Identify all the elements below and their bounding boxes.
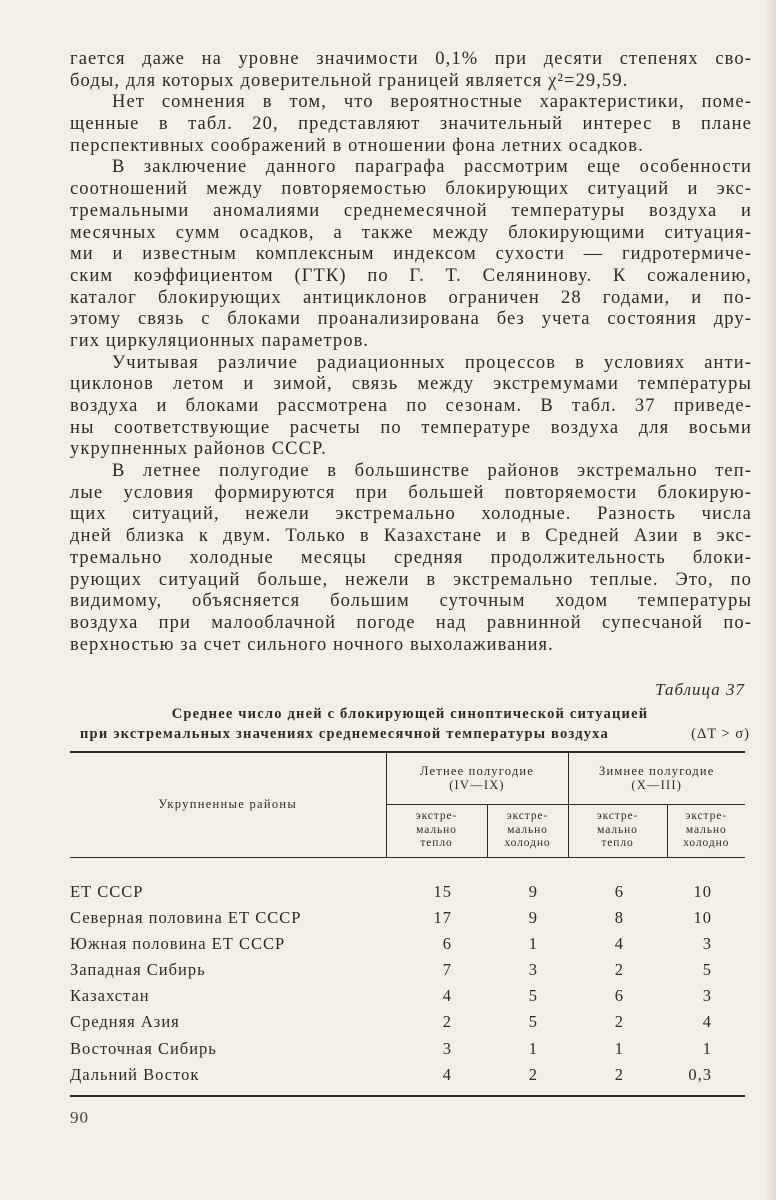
value-cell: 2 <box>442 1012 452 1032</box>
text-line: каталог блокирующих антициклонов ограничен 28 годами, и по- <box>70 287 752 308</box>
value-cell: 1 <box>614 1038 624 1058</box>
text-line: перспективных соображений в отношении фона летних осадков. <box>70 135 644 156</box>
value-cell: 5 <box>702 960 713 980</box>
text-line: рующих ситуаций больше, нежели в экстремально теплые. Это, по <box>70 569 752 590</box>
table-row <box>70 879 745 905</box>
region-cell: Западная Сибирь <box>70 960 206 980</box>
text-line: В летнее полугодие в большинстве районов экстремально теп- <box>112 461 752 482</box>
table-spacer <box>70 857 745 879</box>
text-line: циклонов летом и зимой, связь между экстремумами температуры <box>70 374 752 395</box>
spacer-cell <box>70 857 745 879</box>
value-cell: 9 <box>528 882 538 901</box>
text-line: ми и известным комплексным индексом сухости — гидротермиче- <box>70 244 752 265</box>
text-line: соотношений между повторяемостью блокирующих ситуаций и экс- <box>70 179 752 200</box>
table-row <box>70 983 745 1009</box>
paragraph <box>70 157 752 352</box>
text-line: дней близка к двум. Только в Казахстане и в Средней Азии в экс- <box>70 526 752 547</box>
text-line: верхностью за счет сильного ночного выхолаживания. <box>70 634 554 655</box>
text-line: месячных сумм осадков, а также между блокирующими ситуация- <box>70 222 752 243</box>
header-summer-warm: экстре- мально тепло <box>386 804 487 857</box>
value-cell: 1 <box>702 1038 713 1058</box>
header-winter-warm: экстре- мально тепло <box>568 804 667 857</box>
text-line: Учитывая различие радиационных процессов в условиях анти- <box>112 352 752 373</box>
text-line: боды, для которых доверительной границей является χ²=29,59. <box>70 70 629 91</box>
header-winter-cold: экстре- мально холодно <box>667 804 745 857</box>
text-line: щенные в табл. 20, представляют значительный интерес в плане <box>70 114 752 135</box>
value-cell: 6 <box>614 882 624 901</box>
table-row <box>70 931 745 957</box>
text-line: Нет сомнения в том, что вероятностные характеристики, поме- <box>112 92 752 113</box>
table-title-line <box>70 725 750 745</box>
text-line: видимому, объясняется большим суточным ходом температуры <box>70 591 752 612</box>
text-line: лые условия формируются при большей повторяемости блокирую- <box>70 482 752 503</box>
value-cell: 2 <box>614 1012 624 1032</box>
value-cell: 4 <box>442 1064 452 1084</box>
text-line: гих циркуляционных параметров. <box>70 330 370 351</box>
header-summer: Летнее полугодие (IV—IX) <box>386 752 568 804</box>
region-cell: Северная половина ЕТ СССР <box>70 908 302 928</box>
value-cell: 7 <box>442 960 452 980</box>
data-table <box>70 751 745 1097</box>
text-line: ским коэффициентом (ГТК) по Г. Т. Селянинову. К сожалению, <box>70 265 752 286</box>
value-cell: 3 <box>528 960 538 980</box>
text-line: щих ситуаций, нежели экстремально холодные. Разность числа <box>70 504 752 525</box>
text-line: гается даже на уровне значимости 0,1% при десяти степенях сво- <box>70 49 752 69</box>
table-title-text: при экстремальных значениях среднемесячной температуры воздуха <box>80 725 609 742</box>
value-cell: 10 <box>693 908 713 928</box>
body-text <box>70 49 752 656</box>
table-body <box>70 857 745 1096</box>
table-title-line: Среднее число дней с блокирующей синоптической ситуацией <box>171 706 649 722</box>
text-line: воздуха при малооблачной погоде над равнинной супесчаной по- <box>70 612 752 633</box>
value-cell: 5 <box>528 1012 538 1032</box>
table-caption: Таблица 37 <box>655 680 745 699</box>
value-cell: 6 <box>614 986 624 1006</box>
region-cell: Восточная Сибирь <box>70 1038 217 1058</box>
text-line: укрупненных районов СССР. <box>70 439 327 460</box>
value-cell: 1 <box>528 1038 538 1058</box>
value-cell: 4 <box>702 1012 713 1032</box>
value-cell: 8 <box>614 908 624 928</box>
table-title-condition: (ΔT > σ) <box>691 725 750 742</box>
paragraph <box>70 461 752 656</box>
text-line: ны соответствующие расчеты по температуре воздуха для восьми <box>70 417 752 438</box>
text-line: воздуха и блоками рассмотрена по сезонам. В табл. 37 приведе- <box>70 396 752 416</box>
paragraph <box>70 49 752 92</box>
value-cell: 10 <box>693 882 713 901</box>
value-cell: 4 <box>614 934 624 954</box>
value-cell: 1 <box>528 934 538 954</box>
page-edge-shadow <box>764 0 776 1200</box>
value-cell: 15 <box>433 882 452 901</box>
spacer-cell <box>70 1088 745 1096</box>
text-line: В заключение данного параграфа рассмотрим еще особенности <box>112 157 752 178</box>
region-cell: Казахстан <box>70 986 150 1006</box>
value-cell: 2 <box>528 1064 538 1084</box>
table-header <box>70 752 745 857</box>
table-row <box>70 905 745 931</box>
value-cell: 9 <box>528 908 538 928</box>
paragraph <box>70 353 752 461</box>
table-title <box>70 705 750 744</box>
table-row <box>70 1009 745 1035</box>
value-cell: 3 <box>442 1038 452 1058</box>
value-cell: 2 <box>614 960 624 980</box>
value-cell: 6 <box>442 934 452 954</box>
page-number: 90 <box>70 1108 89 1127</box>
value-cell: 17 <box>433 908 452 928</box>
table-row <box>70 1062 745 1088</box>
text-line: этому связь с блоками проанализирована без учета состояния дру- <box>70 309 752 330</box>
table-row <box>70 1036 745 1062</box>
value-cell: 5 <box>528 986 538 1006</box>
value-cell: 3 <box>702 986 713 1006</box>
value-cell: 3 <box>702 934 713 954</box>
text-line: тремальными аномалиями среднемесячной температуры воздуха и <box>70 200 752 221</box>
paragraph <box>70 92 752 157</box>
region-cell: Дальний Восток <box>70 1064 200 1084</box>
header-regions: Укрупненные районы <box>70 752 386 857</box>
value-cell: 2 <box>614 1064 624 1084</box>
header-summer-cold: экстре- мально холодно <box>487 804 568 857</box>
region-cell: Средняя Азия <box>70 1012 180 1032</box>
region-cell: ЕТ СССР <box>70 882 144 901</box>
region-cell: Южная половина ЕТ СССР <box>70 934 286 954</box>
text-line: тремально холодные месяцы средняя продолжительность блоки- <box>70 547 752 568</box>
table-row <box>70 957 745 983</box>
value-cell: 4 <box>442 986 452 1006</box>
value-cell: 0,3 <box>688 1064 713 1084</box>
header-row <box>70 752 745 804</box>
table-spacer <box>70 1088 745 1096</box>
header-winter: Зимнее полугодие (X—III) <box>568 752 745 804</box>
